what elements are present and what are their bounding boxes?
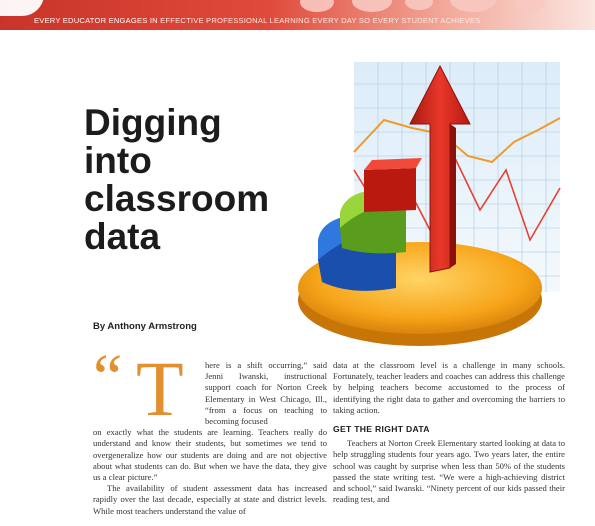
body-column-right xyxy=(333,360,565,505)
decor-dot xyxy=(450,0,496,12)
lead-paragraph: here is a shift occurring,” said Jenni Iwanski, instructional support coach for Norton Creek Elementary in West Chicago, Ill., “from a focus on teaching to becoming focused xyxy=(205,360,327,427)
top-banner xyxy=(0,0,595,30)
quote-mark: “ xyxy=(93,341,123,414)
paragraph: Teachers at Norton Creek Elementary started looking at data to help struggling students four years ago. Two years later, the entire school was caught by surprise when less than 50% of the students passed the state writing test. “We were a high-achieving district and school,” said Iwanski. “Ninety percent of our kids passed their reading test, and xyxy=(333,438,565,505)
paragraph: data at the classroom level is a challenge in many schools. Fortunately, teacher leaders and coaches can address this challenge by helping teachers become accustomed to the process of identifying the right data to gather and overcoming the barriers to taking action. xyxy=(333,360,565,415)
section-heading: GET THE RIGHT DATA xyxy=(333,424,430,435)
decor-dot xyxy=(515,0,545,12)
drop-cap: T xyxy=(136,345,184,432)
tier-red xyxy=(364,158,422,212)
paragraph: The availability of student assessment data has increased rapidly over the last decade, especially at state and district levels. While most teachers understand the value of xyxy=(93,483,327,516)
chart-illustration xyxy=(292,60,564,360)
bar-pie-chart-illustration xyxy=(292,60,564,360)
logo-mark xyxy=(0,0,44,16)
tagline xyxy=(34,16,480,25)
tagline-part-b: EFFECTIVE PROFESSIONAL LEARNING EVERY DAY SO EVERY STUDENT ACHIEVES xyxy=(160,16,481,25)
article-title: Digging into classroom data xyxy=(84,102,270,257)
decor-dot xyxy=(405,0,433,10)
decor-dot xyxy=(352,0,392,12)
body-column-left xyxy=(93,360,327,517)
decor-dot xyxy=(300,0,334,12)
lead-paragraph-continued: on exactly what the students are learning. Teachers really do understand and know their students, but sometimes we tend to overgeneralize how our students are doing and are not objective about what students can do. But when we have the data, they give us a clear picture.” xyxy=(93,427,327,483)
tagline-part-a: EVERY EDUCATOR ENGAGES IN xyxy=(34,16,161,25)
byline: By Anthony Armstrong xyxy=(93,321,197,332)
